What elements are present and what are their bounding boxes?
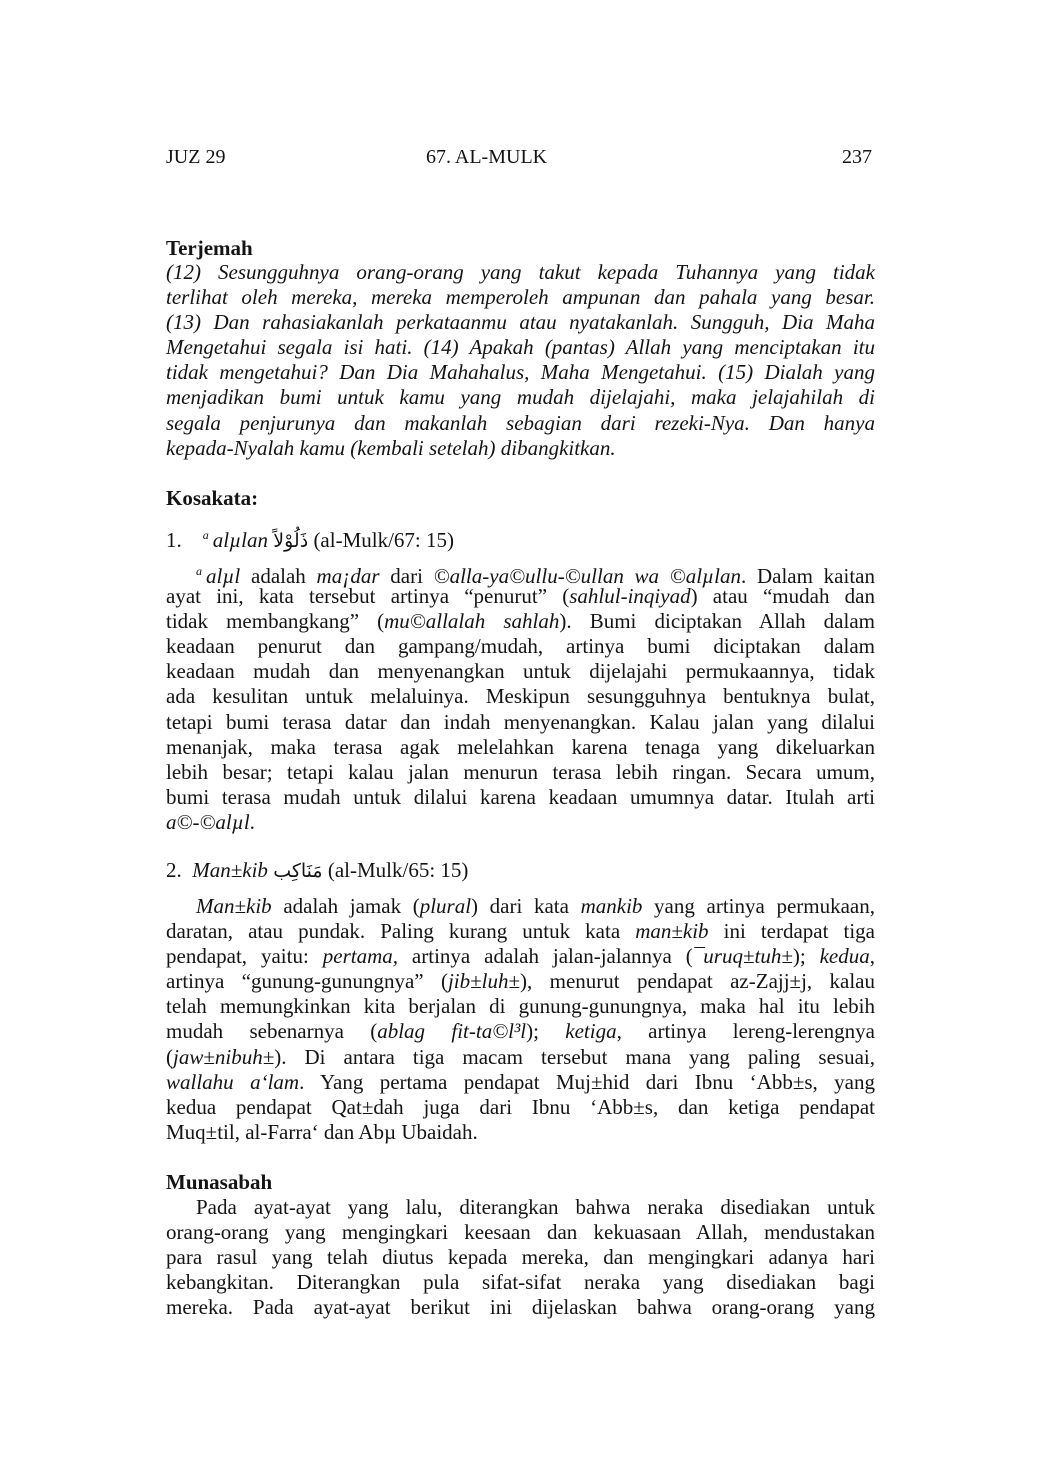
item-term: alµlan [212, 528, 269, 552]
item-term: Man±kib [192, 858, 268, 882]
text-line [166, 1220, 875, 1245]
text: bumi terasa mudah untuk dilalui karena keadaan umumnya datar. Itulah arti [166, 784, 875, 809]
text: artinya adalah jalan-jalannya ( [398, 944, 693, 969]
text: dari [379, 564, 434, 588]
italic-text: ©alla-ya©ullu-©ullan wa ©alµlan [433, 564, 741, 588]
italic-text: mu©allalah sahlah [384, 609, 560, 634]
text-line [166, 385, 875, 410]
text-line [166, 411, 875, 436]
text: ini terdapat tiga [708, 919, 875, 944]
italic-text: terlihat oleh mereka, mereka memperoleh ampunan dan pahala yang besar. [166, 285, 875, 310]
running-header-juz: JUZ 29 [166, 146, 226, 168]
text: ). Di antara tiga macam tersebut mana yang paling sesuai, [274, 1044, 875, 1069]
text: menanjak, maka terasa agak melelahkan karena tenaga yang dikeluarkan [166, 734, 875, 759]
text: lebih besar; tetapi kalau jalan menurun terasa lebih ringan. Secara umum, [166, 759, 875, 784]
text-line [166, 436, 875, 461]
italic-text: Mengetahui segala isi hati. (14) Apakah (pantas) Allah yang menciptakan itu [166, 335, 875, 360]
item-number: 2. [166, 858, 182, 882]
text: pendapat, yaitu: [166, 944, 323, 969]
italic-text: Man±kib [196, 894, 272, 918]
item-arabic: ذَلُوْلاً [273, 530, 309, 552]
text-line [166, 335, 875, 360]
text-line [166, 994, 875, 1019]
text: ada kesulitan untuk melaluinya. Meskipun sesungguhnya bentuknya bulat, [166, 684, 875, 709]
text-line [166, 1019, 875, 1044]
item-number: 1. [166, 528, 182, 552]
text-line [166, 1070, 875, 1095]
italic-text: menjadikan bumi untuk kamu yang mudah dijelajahi, maka jelajahilah di [166, 385, 875, 410]
text: ) dari kata [471, 894, 581, 918]
text: . Yang pertama pendapat Muj±hid dari Ibnu ‘Abb±s, yang [299, 1069, 875, 1094]
munasabah-paragraph [166, 1195, 875, 1320]
text-line [166, 1195, 875, 1220]
text-line [166, 810, 875, 835]
text: ); [526, 1019, 566, 1044]
kosakata-item-2-paragraph [166, 894, 875, 1145]
section-heading-kosakata: Kosakata: [166, 486, 259, 510]
item-arabic: مَنَاكِب [273, 860, 323, 882]
italic-text: segala penjurunya dan makanlah sebagian dari rezeki-Nya. Dan hanya [166, 410, 875, 435]
italic-text: (13) Dan rahasiakanlah perkataanmu atau nyatakanlah. Sungguh, Dia Maha [166, 310, 875, 335]
italic-text: wallahu a‘lam [166, 1069, 300, 1094]
text-line [166, 285, 875, 310]
text: tetapi bumi terasa datar dan indah menyenangkan. Kalau jalan yang dilalui [166, 709, 875, 734]
italic-text: alµl [206, 564, 241, 588]
text: . Dalam kaitan [741, 564, 875, 588]
page-number: 237 [842, 146, 872, 168]
text-line [166, 760, 875, 785]
text-line [166, 360, 875, 385]
text-line [166, 1120, 875, 1145]
text-line [166, 260, 875, 285]
italic-text: a©-©alµl [166, 809, 250, 834]
text: ayat ini, kata tersebut artinya “penurut” ( [166, 584, 570, 609]
text-line [166, 310, 875, 335]
text-line [166, 1295, 875, 1320]
text-line [166, 634, 875, 659]
text-line [166, 659, 875, 684]
item-reference: (al-Mulk/65: 15) [327, 858, 469, 882]
text-line [166, 944, 875, 969]
italic-text: jib±luh± [447, 969, 521, 994]
text: adalah [240, 564, 317, 588]
italic-text: ¯uruq±tuh± [692, 944, 793, 969]
text-line [166, 785, 875, 810]
text-line [166, 969, 875, 994]
text-line [166, 1245, 875, 1270]
kosakata-item-2-title [166, 858, 875, 884]
italic-text: kepada-Nyalah kamu (kembali setelah) dibangkitkan. [166, 435, 616, 460]
italic-text: jaw±nibuh± [173, 1044, 275, 1069]
text-line [166, 894, 875, 919]
running-header-surah: 67. AL-MULK [426, 146, 548, 168]
text: , artinya lereng-lerengnya [616, 1019, 875, 1044]
text-line [166, 735, 875, 760]
text: telah memungkinkan kita berjalan di gunung-gunungnya, maka hal itu lebih [166, 994, 875, 1019]
section-heading-terjemah: Terjemah [166, 236, 253, 260]
italic-text: ketiga [565, 1019, 617, 1044]
superscript-text: a [196, 564, 202, 578]
text-line [166, 559, 875, 588]
text: mereka. Pada ayat-ayat berikut ini dijelaskan bahwa orang-orang yang [166, 1295, 875, 1320]
text-line [166, 710, 875, 735]
text-line [166, 584, 875, 609]
italic-text: mankib [580, 894, 643, 918]
text: kebangkitan. Diterangkan pula sifat-sifat neraka yang disediakan bagi [166, 1270, 875, 1295]
text-line [166, 609, 875, 634]
text: tidak membangkang” ( [166, 609, 385, 634]
kosakata-item-1-title [166, 523, 875, 554]
item-superscript: a [202, 528, 209, 542]
text: ), menurut pendapat az-Zajj±j, kalau [520, 969, 875, 994]
text: orang-orang yang mengingkari keesaan dan kekuasaan Allah, mendustakan [166, 1220, 875, 1245]
text: . [249, 809, 255, 834]
text: keadaan penurut dan gampang/mudah, artinya bumi diciptakan dalam [166, 634, 875, 659]
text: Muq±til, al-Farra‘ dan Abµ Ubaidah. [166, 1119, 478, 1144]
text: daratan, atau pundak. Paling kurang untuk kata [166, 919, 636, 944]
text-line [166, 919, 875, 944]
italic-text: pertama, [322, 944, 398, 969]
italic-text: sahlul-inqiyad [569, 584, 691, 609]
text-line [166, 1270, 875, 1295]
text-line [166, 1095, 875, 1120]
text: adalah jamak ( [271, 894, 420, 918]
text: keadaan mudah dan menyenangkan untuk dijelajahi permukaannya, tidak [166, 659, 875, 684]
italic-text: tidak mengetahui? Dan Dia Mahahalus, Maha Mengetahui. (15) Dialah yang [166, 360, 875, 385]
text-line [166, 684, 875, 709]
text: ( [166, 1044, 173, 1069]
italic-text: ma¡dar [316, 564, 380, 588]
text: Pada ayat-ayat yang lalu, diterangkan bahwa neraka disediakan untuk [196, 1195, 875, 1219]
italic-text: plural [419, 894, 472, 918]
text: mudah sebenarnya ( [166, 1019, 378, 1044]
terjemah-paragraph [166, 260, 875, 461]
text: artinya “gunung-gunungnya” ( [166, 969, 448, 994]
italic-text: kedua [819, 944, 870, 969]
text: yang artinya permukaan, [642, 894, 875, 918]
text: ). Bumi diciptakan Allah dalam [559, 609, 875, 634]
italic-text: ablag fit-ta©l³l [377, 1019, 527, 1044]
text-line [166, 1045, 875, 1070]
section-heading-munasabah: Munasabah [166, 1170, 273, 1194]
kosakata-item-1-paragraph [166, 559, 875, 835]
text: para rasul yang telah diutus kepada mereka, dan mengingkari adanya hari [166, 1245, 875, 1270]
italic-text: man±kib [635, 919, 709, 944]
text: kedua pendapat Qat±dah juga dari Ibnu ‘Abb±s, dan ketiga pendapat [166, 1094, 875, 1119]
item-reference: (al-Mulk/67: 15) [313, 528, 454, 552]
text: ) atau “mudah dan [690, 584, 875, 609]
italic-text: (12) Sesungguhnya orang-orang yang takut kepada Tuhannya yang tidak [166, 260, 875, 284]
text: ); [792, 944, 820, 969]
text: , [869, 944, 876, 969]
